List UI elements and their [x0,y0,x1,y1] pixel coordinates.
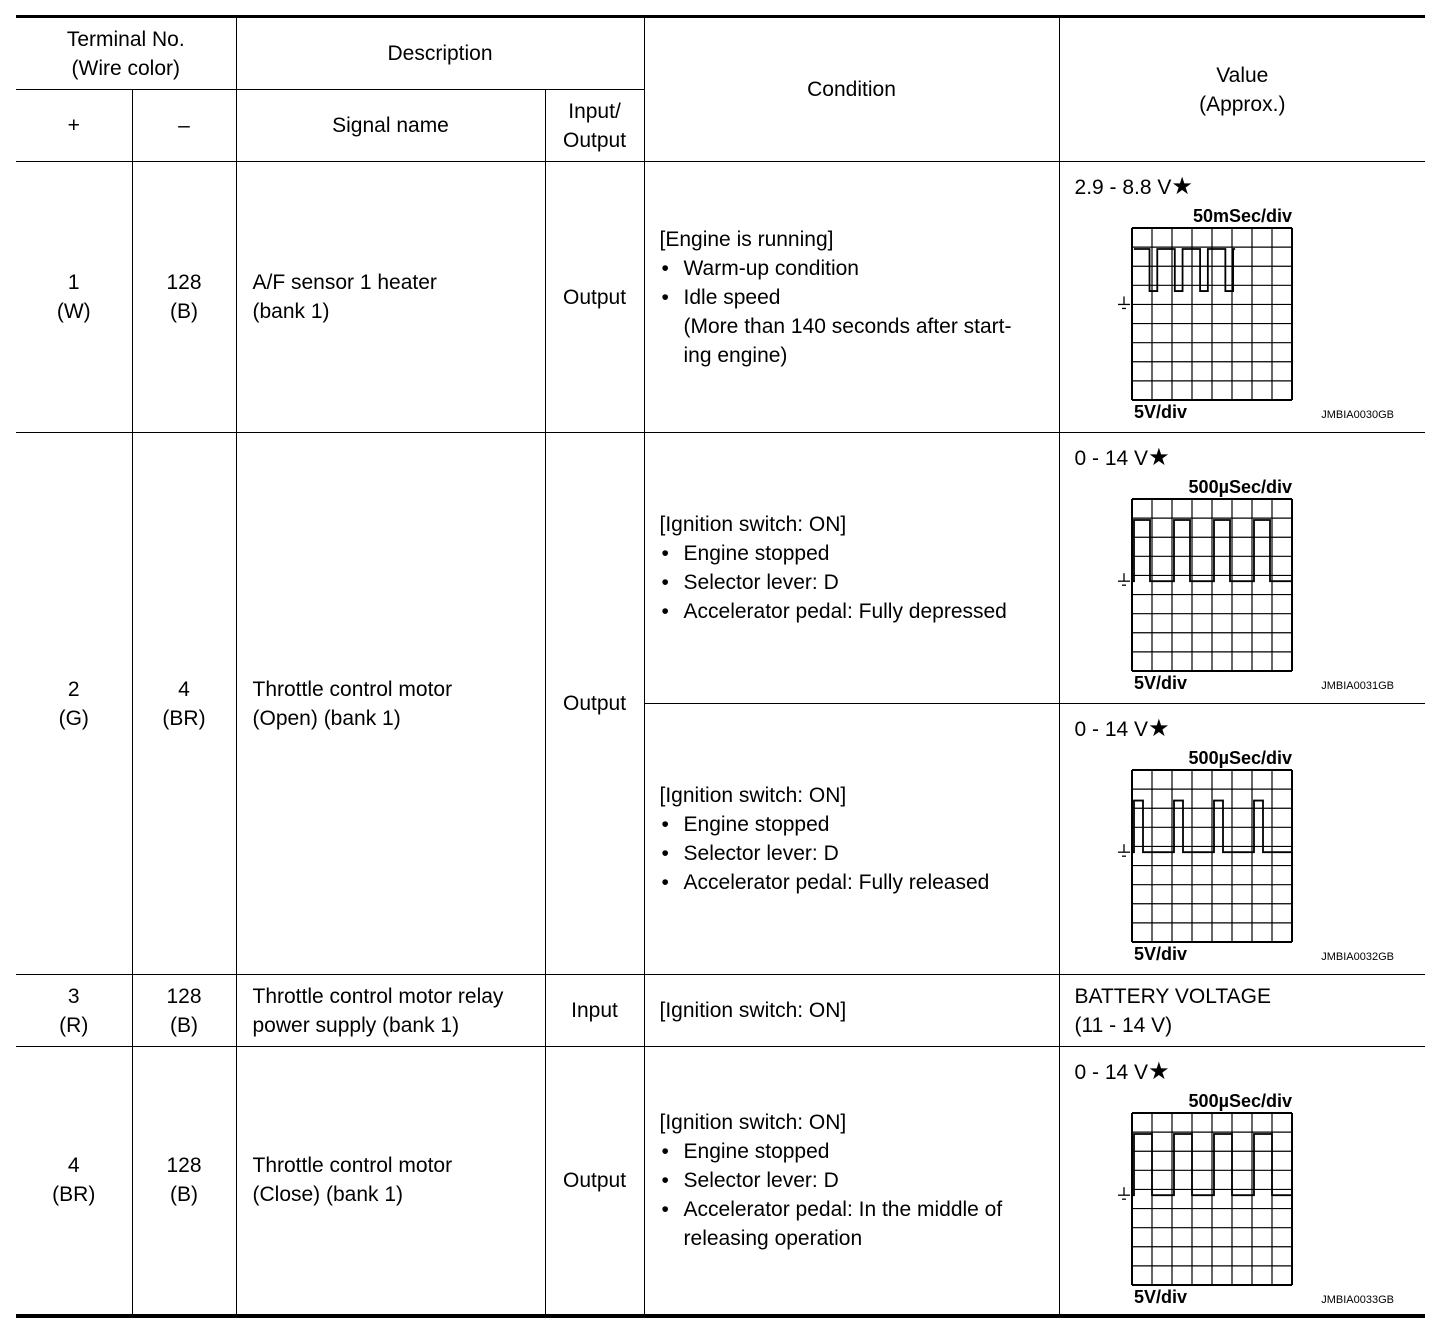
condition-heading: [Ignition switch: ON] [659,999,847,1022]
input-label: Input/ [568,99,621,123]
wire-color: (W) [56,300,91,323]
condition-bullet: • Selector lever: D [660,1166,1059,1195]
table-row [16,433,1425,704]
signal-name-cell [236,975,545,1047]
wire-color: (B) [170,1183,198,1207]
io-header [545,90,644,162]
condition-heading: [Ignition switch: ON] [659,784,847,807]
condition-heading: [Ignition switch: ON] [659,513,847,536]
voltage-value: 0 - 14 V★ [1074,1058,1170,1085]
wire-color: (BR) [162,706,206,730]
signal-name-line: Throttle control motor [252,1154,453,1178]
oscilloscope-waveform [1112,206,1412,426]
io-cell: Output [545,162,644,433]
voltage-value: BATTERY VOLTAGE [1074,984,1271,1008]
condition-header: Condition [644,17,1059,162]
ground-icon [1118,844,1130,856]
condition-cell [644,975,1059,1047]
plus-terminal-cell [16,433,132,975]
wire-color: (B) [170,300,198,323]
volt-division-label: 5V/div [1133,944,1187,964]
signal-name-line: power supply (bank 1) [252,1013,460,1037]
condition-bullet: • Idle speed [660,283,1059,312]
terminal-number: 128 [166,271,202,294]
plus-header: + [16,90,132,162]
condition-cell [644,162,1059,433]
value-cell [1059,433,1425,704]
wire-color: (G) [58,706,89,730]
output-label: Output [562,128,627,152]
ground-icon [1118,573,1130,585]
oscilloscope-waveform [1112,477,1412,697]
condition-note: (More than 140 seconds after start- [683,314,1012,338]
plus-terminal-cell [16,1047,132,1316]
ground-icon [1118,296,1130,308]
volt-division-label: 5V/div [1133,402,1187,422]
terminal-number: 1 [67,271,80,294]
minus-terminal-cell [132,162,236,433]
condition-bullet: • Accelerator pedal: Fully released [660,868,1059,897]
signal-name-line: A/F sensor 1 heater [252,271,437,294]
approx-label: (Approx.) [1199,92,1286,116]
figure-code: JMBIA0031GB [1320,680,1394,692]
header-row-1 [16,17,1425,90]
time-division-label: 500µSec/div [1188,1091,1292,1111]
condition-bullet: • Accelerator pedal: Fully depressed [660,597,1059,626]
signal-name-header: Signal name [236,90,545,162]
signal-name-line: Throttle control motor [252,677,453,701]
condition-heading: [Engine is running] [659,227,834,251]
voltage-value: 0 - 14 V★ [1074,444,1170,471]
value-label: Value [1216,63,1269,87]
condition-bullet: • Warm-up condition [660,254,1059,283]
condition-heading: [Ignition switch: ON] [659,1110,847,1134]
value-cell [1059,704,1425,975]
minus-terminal-cell [132,975,236,1047]
minus-terminal-cell [132,1047,236,1316]
star-icon: ★ [1148,1058,1170,1085]
table-row [16,1047,1425,1316]
condition-note: ing engine) [683,343,788,367]
signal-name-line: (Open) (bank 1) [252,706,401,730]
value-cell [1059,1047,1425,1316]
signal-name-line: Throttle control motor relay [252,984,504,1008]
signal-name-line: (bank 1) [252,300,330,323]
star-icon: ★ [1148,715,1170,742]
plus-terminal-cell [16,975,132,1047]
terminal-number: 2 [67,677,80,701]
minus-terminal-cell [132,433,236,975]
condition-bullet: • Engine stopped [660,539,1059,568]
wire-color: (B) [170,1013,198,1037]
io-cell: Input [545,975,644,1047]
condition-note: releasing operation [683,1226,863,1250]
io-cell: Output [545,433,644,975]
ground-icon [1118,1187,1130,1199]
voltage-value: 2.9 - 8.8 V★ [1074,173,1193,200]
condition-bullet: • Engine stopped [660,810,1059,839]
value-cell [1059,975,1425,1047]
figure-code: JMBIA0030GB [1320,409,1394,421]
condition-bullet: • Accelerator pedal: In the middle of [660,1195,1059,1224]
terminal-number: 4 [178,677,190,701]
table-row [16,162,1425,433]
condition-bullet: • Engine stopped [660,1137,1059,1166]
terminal-number: 128 [166,1154,202,1178]
star-icon: ★ [1148,444,1170,471]
description-header: Description [236,17,644,90]
terminal-number: 128 [166,984,202,1008]
voltage-range: (11 - 14 V) [1074,1013,1173,1037]
condition-bullet: • Selector lever: D [660,568,1059,597]
condition-cell [644,433,1059,704]
figure-code: JMBIA0032GB [1320,951,1394,963]
terminal-number: 4 [67,1154,80,1178]
terminal-number: 3 [67,984,80,1008]
io-cell: Output [545,1047,644,1316]
wire-color: (BR) [52,1183,96,1207]
voltage-value: 0 - 14 V★ [1074,715,1170,742]
scope-grid [1132,228,1292,400]
signal-name-line: (Close) (bank 1) [252,1183,404,1207]
wire-color-label: (Wire color) [71,56,180,80]
signal-name-cell [236,1047,545,1316]
volt-division-label: 5V/div [1133,1287,1187,1307]
oscilloscope-waveform [1112,748,1412,968]
condition-cell [644,704,1059,975]
wire-color: (R) [59,1013,89,1037]
terminal-no-header [16,17,236,90]
star-icon: ★ [1171,173,1193,200]
terminal-spec-table [16,15,1425,1318]
terminal-no-label: Terminal No. [66,27,185,51]
volt-division-label: 5V/div [1133,673,1187,693]
condition-bullet: • Selector lever: D [660,839,1059,868]
plus-terminal-cell [16,162,132,433]
condition-cell [644,1047,1059,1316]
value-cell [1059,162,1425,433]
minus-header: – [132,90,236,162]
scope-grid [1132,499,1292,671]
scope-grid [1132,1113,1292,1285]
signal-name-cell [236,433,545,975]
scope-grid [1132,770,1292,942]
time-division-label: 50mSec/div [1192,206,1292,226]
signal-name-cell [236,162,545,433]
time-division-label: 500µSec/div [1188,477,1292,497]
time-division-label: 500µSec/div [1188,748,1292,768]
table-row [16,975,1425,1047]
value-header [1059,17,1425,162]
oscilloscope-waveform [1112,1091,1412,1311]
figure-code: JMBIA0033GB [1320,1294,1394,1306]
